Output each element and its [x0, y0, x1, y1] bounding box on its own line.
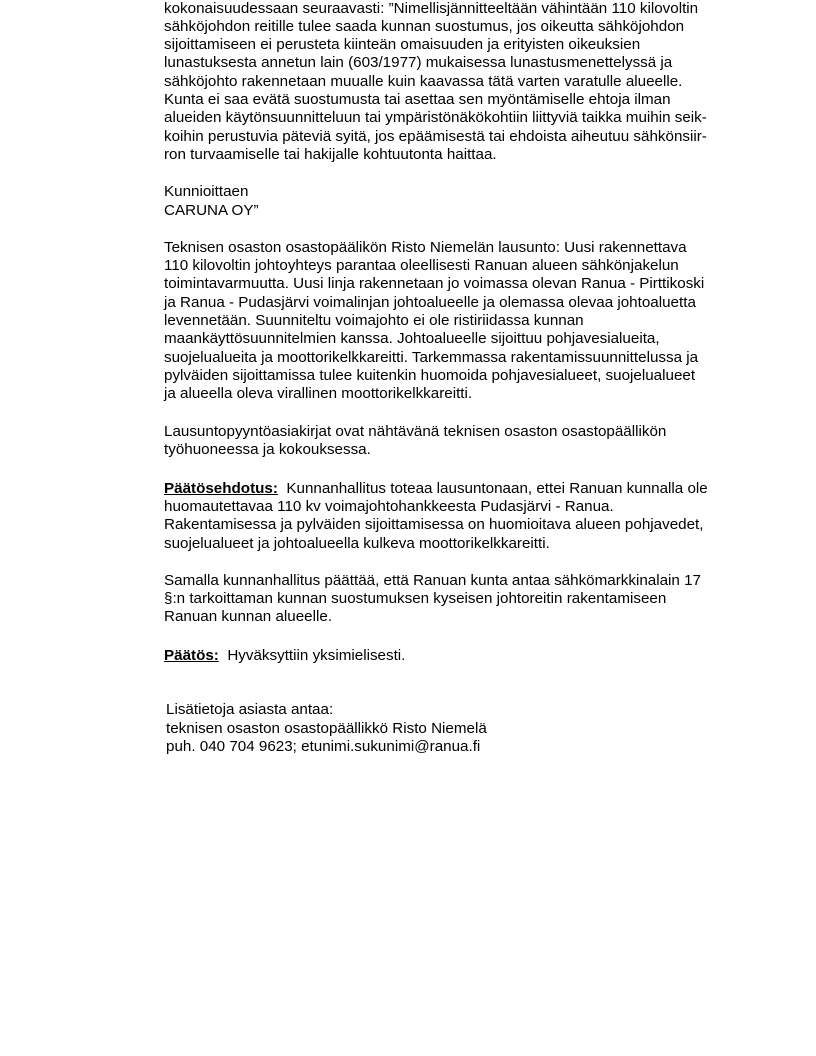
- proposal-label: Päätösehdotus:: [164, 480, 278, 497]
- info-heading: Lisätietoja asiasta antaa:: [166, 701, 334, 718]
- paragraph-2-line: ja Ranua - Pudasjärvi voimalinjan johtoalueelle ja olemassa olevaa johtoaluetta: [164, 294, 696, 311]
- paragraph-1-line: sijoittamiseen ei perusteta kiinteän omaisuuden ja erityisten oikeuksien: [164, 36, 641, 53]
- paragraph-2-line: pylväiden sijoittamissa tulee kuitenkin huomoida pohjavesialueet, suojelualueet: [164, 367, 696, 384]
- paragraph-1-line: lunastuksesta annetun lain (603/1977) mukaisessa lunastusmenettelyssä ja: [164, 54, 673, 71]
- info-person: teknisen osaston osastopäällikkö Risto Niemelä: [166, 720, 487, 737]
- paragraph-4-line: §:n tarkoittaman kunnan suostumuksen kyseisen johtoreitin rakentamiseen: [164, 590, 667, 607]
- paragraph-2-line: levennetään. Suunniteltu voimajohto ei ole ristiriidassa kunnan: [164, 312, 584, 329]
- paragraph-4-line: Samalla kunnanhallitus päättää, että Ranuan kunta antaa sähkömarkkinalain 17: [164, 572, 701, 589]
- proposal-line: suojelualueet ja johtoalueella kulkeva moottorikelkkareitti.: [164, 535, 550, 552]
- proposal-line: huomautettavaa 110 kv voimajohtohankkeesta Pudasjärvi - Ranua.: [164, 498, 614, 515]
- decision-line: [164, 647, 764, 665]
- paragraph-2-line: ja alueella oleva virallinen moottorikelkkareitti.: [164, 385, 473, 402]
- proposal-first-line: [164, 480, 764, 498]
- paragraph-1-line: ron turvaamiselle tai hakijalle kohtuutonta haittaa.: [164, 146, 497, 163]
- paragraph-1-line: sähköjohto rakennetaan muualle kuin kaavassa tätä varten varatulle alueelle.: [164, 73, 683, 90]
- paragraph-2-line: maankäyttösuunnitelmien kanssa. Johtoalueelle sijoittuu pohjavesialueita,: [164, 330, 660, 347]
- info-contact: puh. 040 704 9623; etunimi.sukunimi@ranua.fi: [166, 738, 481, 755]
- proposal-line: Rakentamisessa ja pylväiden sijoittamisessa on huomioitava alueen pohjavedet,: [164, 516, 704, 533]
- paragraph-1-line: sähköjohdon reitille tulee saada kunnan suostumus, jos oikeutta sähköjohdon: [164, 18, 685, 35]
- paragraph-2-line: Teknisen osaston osastopäälikön Risto Niemelän lausunto: Uusi rakennettava: [164, 239, 687, 256]
- paragraph-2-line: 110 kilovoltin johtoyhteys parantaa oleellisesti Ranuan alueen sähkönjakelun: [164, 257, 679, 274]
- paragraph-1-line: koihin perustuvia päteviä syitä, jos epäämisestä tai ehdoista aiheutuu sähkönsiir-: [164, 128, 707, 145]
- paragraph-2-line: toimintavarmuutta. Uusi linja rakennetaan jo voimassa olevan Ranua - Pirttikoski: [164, 275, 705, 292]
- paragraph-4-line: Ranuan kunnan alueelle.: [164, 608, 333, 625]
- paragraph-3-line: Lausuntopyyntöasiakirjat ovat nähtävänä teknisen osaston osastopäällikön: [164, 423, 667, 440]
- paragraph-1-line: alueiden käytönsuunnitteluun tai ympäristönäkökohtiin liittyviä taikka muihin seik-: [164, 109, 707, 126]
- paragraph-1-line: kokonaisuudessaan seuraavasti: ”Nimellisjännitteeltään vähintään 110 kilovoltin: [164, 0, 699, 17]
- proposal-text: Kunnanhallitus toteaa lausuntonaan, ettei Ranuan kunnalla ole: [286, 480, 708, 497]
- closing-greeting: Kunnioittaen: [164, 183, 249, 200]
- decision-text: Hyväksyttiin yksimielisesti.: [227, 647, 406, 664]
- closing-company: CARUNA OY”: [164, 202, 259, 219]
- decision-label: Päätös:: [164, 647, 219, 664]
- paragraph-2-line: suojelualueita ja moottorikelkkareitti. Tarkemmassa rakentamissuunnittelussa ja: [164, 349, 699, 366]
- paragraph-1-line: Kunta ei saa evätä suostumusta tai asettaa sen myöntämiselle ehtoja ilman: [164, 91, 671, 108]
- paragraph-3-line: työhuoneessa ja kokouksessa.: [164, 441, 371, 458]
